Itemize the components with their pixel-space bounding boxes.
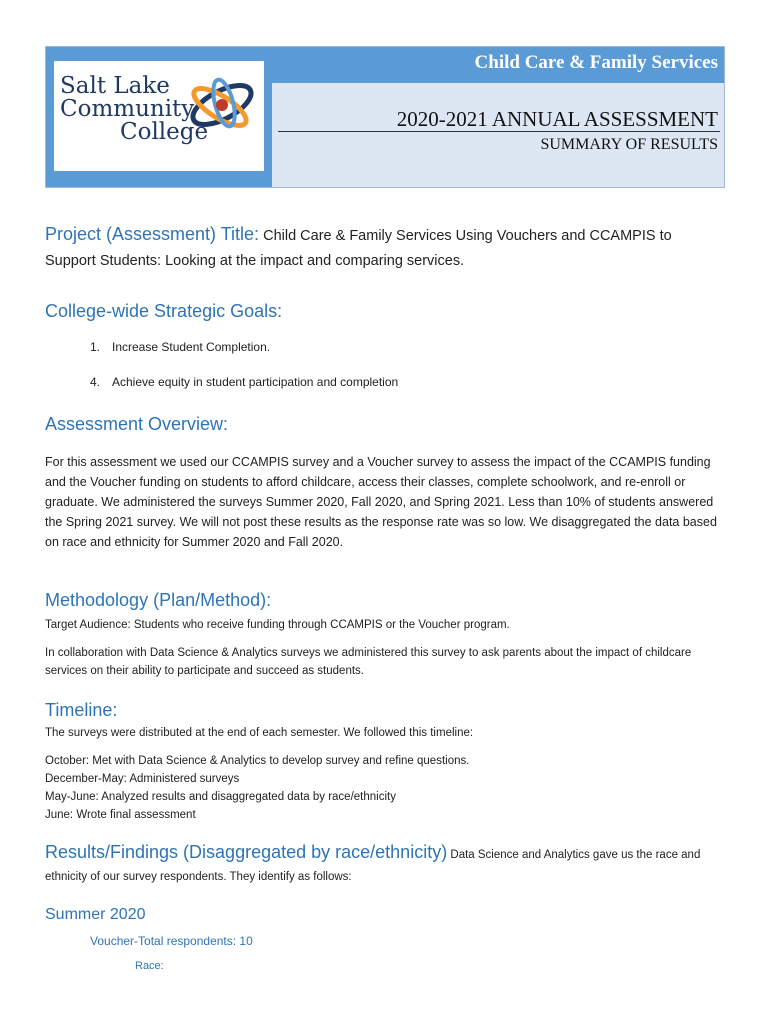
methodology-audience: Target Audience: Students who receive funding through CCAMPIS or the Voucher program. xyxy=(45,619,510,631)
voucher-respondents: Voucher-Total respondents: 10 xyxy=(90,934,253,948)
race-label: Race: xyxy=(135,960,164,972)
overview-text: For this assessment we used our CCAMPIS survey and a Voucher survey to assess the impact of the CCAMPIS funding and the Voucher funding on students to afford childcare, access their classes, complete schoolwork, and re-enroll or graduate. We administered the surveys Summer 2020, Fall 2020, and Spring 2021. Less than 10% of students answered the Spring 2021 survey. We will not post these results as the response rate was so low. We disaggregated the data based on race and ethnicity for Summer 2020 and Fall 2020. xyxy=(45,455,717,549)
timeline-item: December-May: Administered surveys xyxy=(45,773,240,785)
logo-line-3: College xyxy=(120,119,209,145)
goal-item xyxy=(90,375,725,389)
timeline-item: May-June: Analyzed results and disaggregated data by race/ethnicity xyxy=(45,791,396,803)
results-paragraph xyxy=(45,841,725,888)
document-title: 2020-2021 ANNUAL ASSESSMENT xyxy=(396,107,718,131)
results-text: Data Science and Analytics gave us the race and ethnicity of our survey respondents. They identify as follows: xyxy=(45,849,701,883)
college-logo xyxy=(54,61,264,171)
timeline-intro: The surveys were distributed at the end of each semester. We followed this timeline: xyxy=(45,727,474,739)
timeline-heading: Timeline: xyxy=(45,700,118,720)
project-title xyxy=(45,222,725,274)
title-bar xyxy=(272,47,724,83)
results-heading: Results/Findings (Disaggregated by race/ethnicity) xyxy=(45,842,448,862)
summer-2020-heading: Summer 2020 xyxy=(45,906,146,923)
logo-panel xyxy=(46,47,272,187)
logo-line-2: Community xyxy=(60,96,195,122)
document-subtitle: SUMMARY OF RESULTS xyxy=(540,136,718,153)
goal-item xyxy=(90,340,725,354)
overview-heading: Assessment Overview: xyxy=(45,414,229,434)
document-header xyxy=(45,46,725,188)
document-body xyxy=(45,222,725,972)
logo-line-1: Salt Lake xyxy=(60,73,170,99)
methodology-heading: Methodology (Plan/Method): xyxy=(45,590,272,610)
timeline-list xyxy=(45,752,725,824)
project-title-text: Child Care & Family Services Using Vouchers and CCAMPIS to Support Students: Looking at the impact and comparing services. xyxy=(45,228,672,269)
goals-heading: College-wide Strategic Goals: xyxy=(45,301,283,321)
methodology-collaboration: In collaboration with Data Science & Analytics surveys we administered this survey to ask parents about the impact of childcare services on their ability to participate and succeed as students. xyxy=(45,647,692,677)
timeline-item: October: Met with Data Science & Analytics to develop survey and refine questions. xyxy=(45,755,470,767)
project-title-label: Project (Assessment) Title: xyxy=(45,224,260,244)
department-name: Child Care & Family Services xyxy=(474,52,718,73)
goal-number: 1. xyxy=(90,340,101,354)
slcc-globe-logo-icon xyxy=(186,75,258,139)
goal-text: Increase Student Completion. xyxy=(112,340,271,354)
goal-text: Achieve equity in student participation and completion xyxy=(112,375,399,389)
goal-number: 4. xyxy=(90,375,101,389)
title-divider xyxy=(278,131,720,132)
timeline-item: June: Wrote final assessment xyxy=(45,809,196,821)
